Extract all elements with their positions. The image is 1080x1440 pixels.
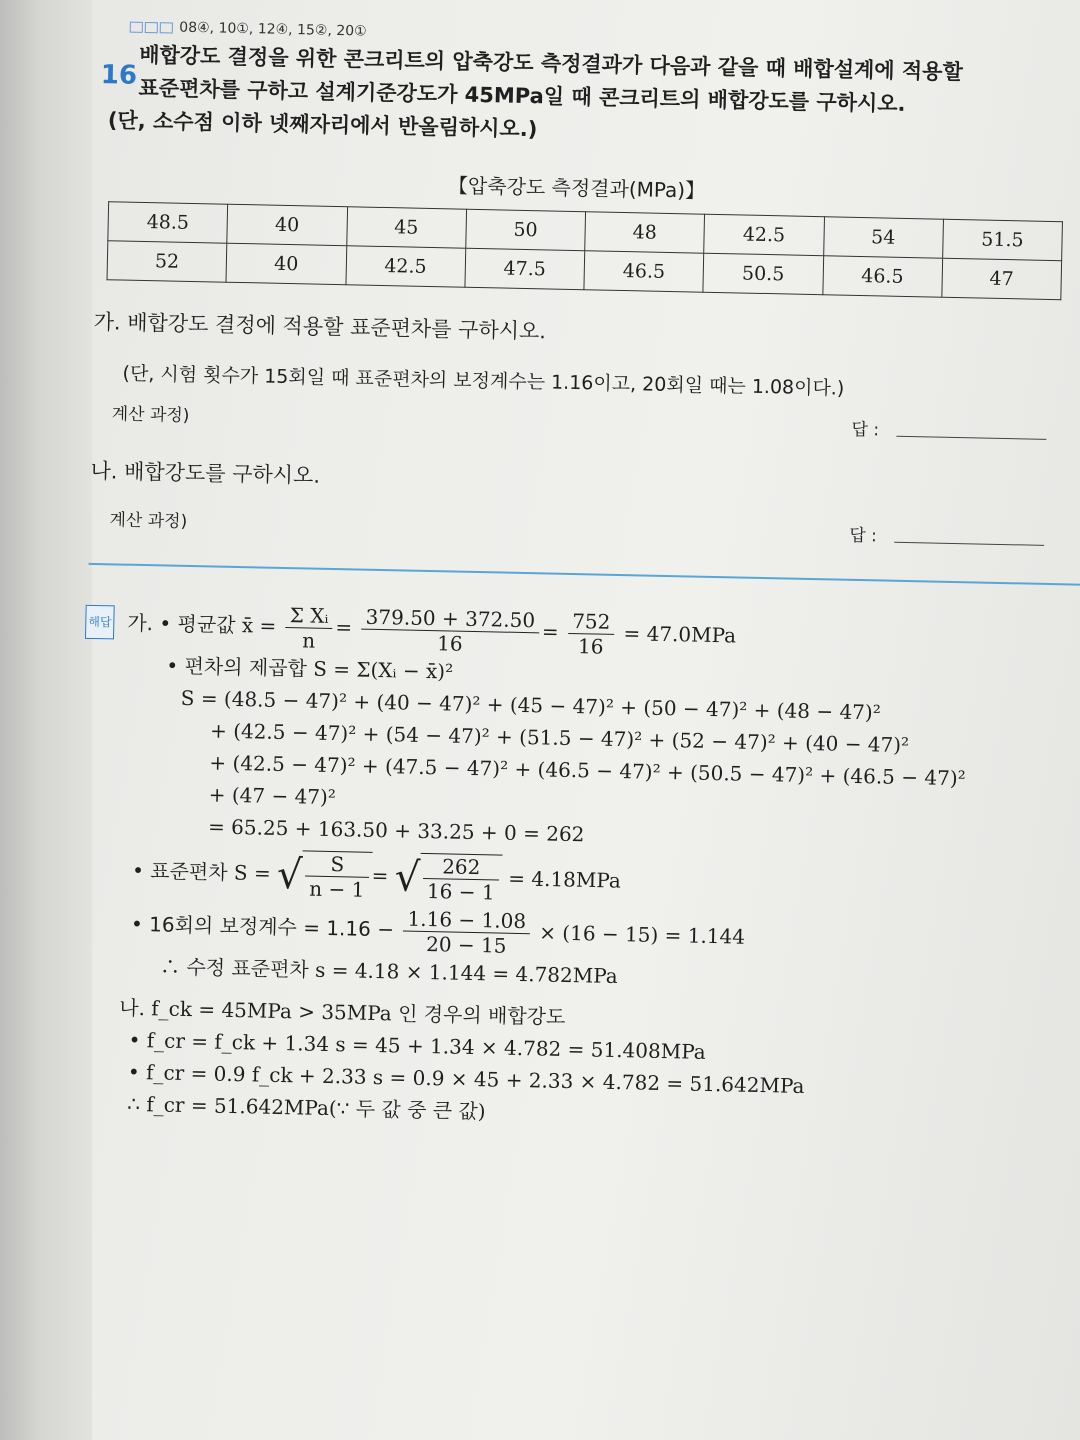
table-cell: 47 <box>942 258 1062 299</box>
std-dev-line: • 표준편차 S = √ $\frac{S}{n - 1}$ = √ $\frac{262}{16 - 1}$ = 4.18MPa <box>131 851 622 905</box>
strength-table <box>107 201 1063 300</box>
answer-label: 답 : <box>851 419 880 441</box>
fcr-final: ∴ f_cr = 51.642MPa(∵ 두 값 중 큰 값) <box>127 1091 486 1124</box>
table-cell: 46.5 <box>584 251 704 292</box>
s-line-3: + (42.5 − 47)² + (47.5 − 47)² + (46.5 − 47)² + (50.5 − 47)² + (46.5 − 47)² <box>209 750 966 791</box>
table-cell: 42.5 <box>704 214 824 255</box>
question-header <box>98 38 1060 154</box>
fraction: $\frac{\text{Σ Xᵢ}}{n}$ <box>285 603 333 653</box>
s-line-5: = 65.25 + 163.50 + 33.25 + 0 = 262 <box>207 814 585 847</box>
checkbox-icon[interactable] <box>160 22 173 33</box>
solution-tag: 해답 <box>85 605 115 640</box>
table-cell: 52 <box>107 241 227 282</box>
calc-label: 계산 과정) <box>111 404 190 426</box>
fraction: $\frac{262}{16 - 1}$ <box>423 854 500 905</box>
part-ga-note: (단, 시험 횟수가 15회일 때 표준편차의 보정계수는 1.16이고, 20회일 때는 1.08이다.) <box>122 362 845 400</box>
correction-line: • 16회의 보정계수 = 1.16 − $\frac{1.16 - 1.08}{20 - 15}$ × (16 − 15) = 1.144 <box>130 906 746 958</box>
question-line-2: 표준편차를 구하고 설계기준강도가 45MPa일 때 콘크리트의 배합강도를 구하시오. <box>138 75 906 116</box>
fraction: $\frac{379.50 + 372.50}{16}$ <box>361 605 539 658</box>
fraction: $\frac{1.16 - 1.08}{20 - 15}$ <box>403 907 531 959</box>
fraction: $\frac{752}{16}$ <box>567 609 614 659</box>
s-line-1: S = (48.5 − 47)² + (40 − 47)² + (45 − 47)² + (50 − 47)² + (48 − 47)² <box>180 685 882 725</box>
table-cell: 42.5 <box>345 246 465 287</box>
question-number: 16 <box>100 60 138 91</box>
section-divider <box>89 563 1080 586</box>
table-cell: 40 <box>227 204 347 245</box>
fraction: $\frac{S}{n - 1}$ <box>305 851 369 901</box>
page-content <box>77 18 1060 1139</box>
table-cell: 50 <box>466 209 586 250</box>
table-cell: 54 <box>823 217 943 258</box>
table-cell: 40 <box>226 243 346 284</box>
solution <box>77 599 1048 1139</box>
question-note: (단, 소수점 이하 넷째자리에서 반올림하시오.) <box>107 108 538 142</box>
answer-label: 답 : <box>849 525 878 547</box>
fcr-formula-1: • f_cr = f_ck + 1.34 s = 45 + 1.34 × 4.782 = 51.408MPa <box>128 1027 706 1064</box>
sq-sum-line: • 편차의 제곱합 S = Σ(Xᵢ − x̄)² <box>166 653 454 684</box>
s-line-4: + (47 − 47)² <box>208 782 337 810</box>
answer-blank[interactable] <box>896 436 1046 440</box>
answer-blank[interactable] <box>894 542 1044 546</box>
calc-label: 계산 과정) <box>109 510 188 532</box>
table-cell: 50.5 <box>703 253 823 294</box>
adjusted-sd-line: ∴ 수정 표준편차 s = 4.18 × 1.144 = 4.782MPa <box>159 954 618 989</box>
sqrt-icon: √ <box>276 851 304 899</box>
sqrt-icon: √ <box>394 854 421 901</box>
part-ga-question: 가. 배합강도 결정에 적용할 표준편차를 구하시오. <box>93 309 547 344</box>
table-title: 【압축강도 측정결과(MPa)】 <box>447 173 706 203</box>
table-cell: 51.5 <box>942 219 1062 260</box>
checkbox-icon[interactable] <box>130 21 143 32</box>
table-cell: 45 <box>346 207 466 248</box>
table-cell: 48.5 <box>108 202 228 243</box>
part-na-question: 나. 배합강도를 구하시오. <box>90 458 321 488</box>
part-na-answer-row <box>89 499 1050 553</box>
checkbox-icon[interactable] <box>145 21 158 32</box>
past-exam-meta: 08④, 10①, 12④, 15②, 20① <box>130 19 1060 54</box>
question-line-1: 배합강도 결정을 위한 콘크리트의 압축강도 측정결과가 다음과 같을 때 배합설계에 적용할 <box>138 42 964 85</box>
table-cell: 46.5 <box>822 256 942 297</box>
fcr-formula-2: • f_cr = 0.9 f_ck + 2.33 s = 0.9 × 45 + 2.33 × 4.782 = 51.642MPa <box>127 1059 805 1098</box>
book-gutter <box>0 0 92 1440</box>
table-cell: 47.5 <box>465 248 585 289</box>
s-line-2: + (42.5 − 47)² + (54 − 47)² + (51.5 − 47)² + (52 − 47)² + (40 − 47)² <box>209 718 910 758</box>
part-na-line: 나. f_ck = 45MPa > 35MPa 인 경우의 배합강도 <box>119 995 566 1029</box>
mean-line: 가. • 평균값 x̄ = $\frac{\text{Σ Xᵢ}}{n}$ = $\frac{379.50 + 372.50}{16}$ = $\frac{752}{16}$ = 47.0MPa <box>127 603 737 659</box>
table-cell: 48 <box>585 212 705 253</box>
